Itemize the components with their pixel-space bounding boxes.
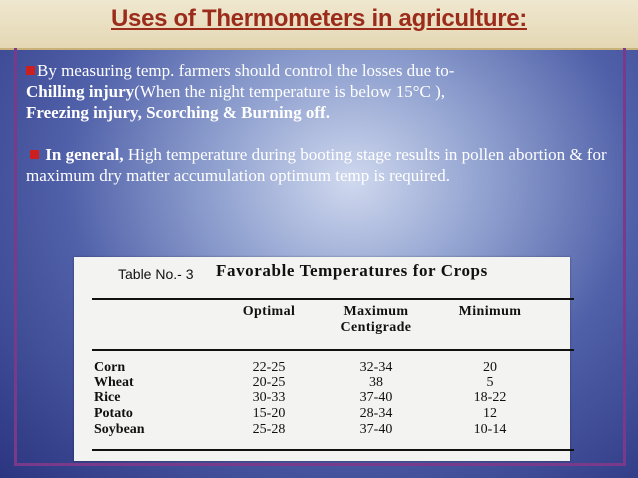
in-general-label: In general,: [45, 145, 124, 164]
table-cell-maximum: 32-34: [359, 360, 393, 375]
table-rule-bottom: [92, 449, 574, 451]
table-cell-crop: Soybean: [94, 422, 145, 437]
paragraph-2: [26, 144, 626, 186]
table-cell-minimum: 20: [483, 360, 497, 375]
table-cell-optimal: 20-25: [252, 375, 286, 390]
freezing-injury-label: Freezing injury, Scorching & Burning off.: [26, 103, 330, 122]
table-cell-minimum: 10-14: [473, 422, 507, 437]
header-maximum: [326, 304, 426, 336]
title-bar: [0, 0, 638, 50]
table-cell-maximum: 28-34: [359, 406, 393, 421]
paragraph-2-text: High temperature during booting stage results in pollen abortion & for maximum dry matter accumulation optimum temp is required.: [26, 145, 607, 185]
table-cell-crop: Corn: [94, 360, 126, 375]
chilling-injury-label: Chilling injury: [26, 82, 135, 101]
table-cell-optimal: 25-28: [252, 422, 286, 437]
table-rule-top: [92, 298, 574, 300]
body-text: [26, 60, 626, 186]
table-cell-minimum: 12: [483, 406, 497, 421]
table-cell-minimum: 18-22: [473, 390, 507, 405]
table-cell-maximum: 38: [369, 375, 383, 390]
bullet-icon: [30, 150, 39, 159]
table-title: Favorable Temperatures for Crops: [216, 261, 488, 280]
paragraph-1: [26, 60, 626, 123]
table-cell-optimal: 22-25: [252, 360, 286, 375]
table-cell-maximum: 37-40: [359, 390, 393, 405]
paragraph-1-text-a: By measuring temp. farmers should control the losses due to-: [37, 61, 455, 80]
table-cell-maximum: 37-40: [359, 422, 393, 437]
table-cell-crop: Wheat: [94, 375, 134, 390]
paragraph-1-text-b: (When the night temperature is below 15°C ),: [134, 82, 445, 101]
slide-title: Uses of Thermometers in agriculture:: [111, 5, 527, 32]
table-cell-optimal: 30-33: [252, 390, 286, 405]
header-optimal: Optimal: [242, 304, 296, 319]
table-cell-minimum: 5: [486, 375, 494, 390]
header-maximum-label: Maximum: [343, 304, 409, 319]
header-centigrade-label: Centigrade: [340, 320, 412, 335]
bullet-icon: [26, 66, 35, 75]
table-cell-crop: Rice: [94, 390, 121, 405]
header-minimum: Minimum: [458, 304, 522, 319]
temperature-table: [74, 257, 570, 461]
table-rule-mid: [92, 349, 574, 351]
table-cell-optimal: 15-20: [252, 406, 286, 421]
table-number: Table No.- 3: [118, 266, 194, 282]
table-cell-crop: Potato: [94, 406, 133, 421]
